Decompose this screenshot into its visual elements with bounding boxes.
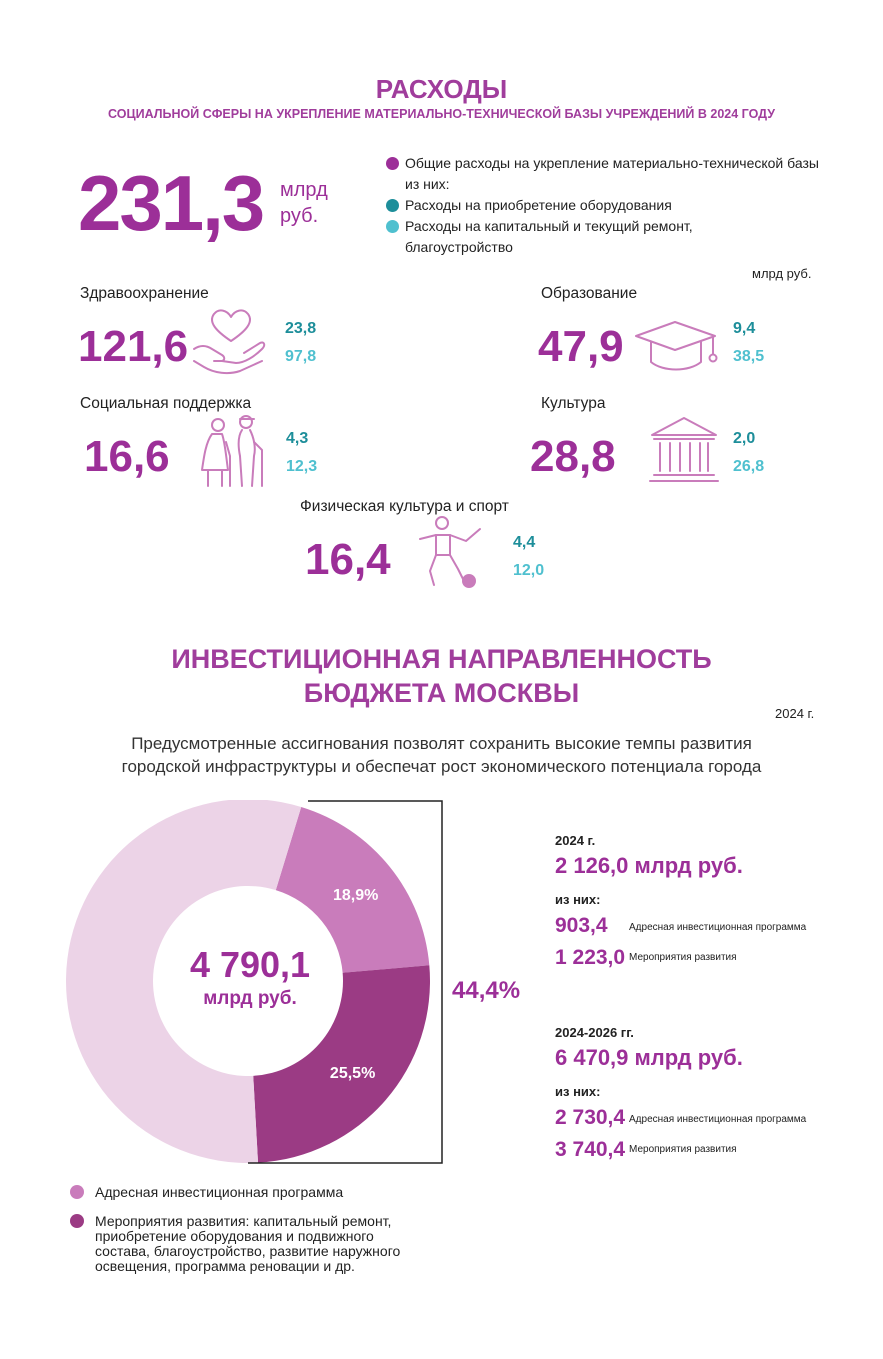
block-2024-dev-label: Мероприятия развития: [629, 952, 737, 963]
legend-repair-label: [405, 216, 693, 258]
legend-repair-line2: благоустройство: [405, 239, 513, 255]
legend-item-repair: [386, 216, 819, 258]
social-support-total: 16,6: [84, 432, 170, 481]
sport-repair: 12,0: [513, 562, 545, 579]
healthcare-label: Здравоохранение: [80, 285, 209, 302]
total-unit-line2: руб.: [280, 205, 319, 227]
total-unit-line1: млрд: [280, 179, 328, 201]
total-value: 231,3: [78, 159, 264, 247]
legend-of-which: из них:: [405, 176, 450, 192]
expense-legend: [386, 153, 819, 258]
legend-repair-line1: Расходы на капитальный и текущий ремонт,: [405, 218, 693, 234]
elderly-couple-icon: [198, 412, 270, 490]
legend-dev-label: [95, 1214, 400, 1274]
block-2024-2026-dev-label: Мероприятия развития: [629, 1144, 737, 1155]
graduation-cap-icon: [633, 318, 719, 374]
education-label: Образование: [541, 285, 638, 302]
donut-label-dev: 25,5%: [329, 1064, 376, 1082]
page-subtitle: СОЦИАЛЬНОЙ СФЕРЫ НА УКРЕПЛЕНИЕ МАТЕРИАЛЬНО-ТЕХНИЧЕСКОЙ БАЗЫ УЧРЕЖДЕНИЙ В 2024 ГОДУ: [108, 107, 775, 121]
social-support-equipment: 4,3: [286, 430, 309, 447]
legend-item-dev: [70, 1214, 400, 1274]
culture-equipment: 2,0: [733, 430, 756, 447]
block-2024-2026-aip-label: Адресная инвестиционная программа: [629, 1114, 807, 1125]
culture-label: Культура: [541, 395, 606, 412]
legend-dev-line1: Мероприятия развития: капитальный ремонт,: [95, 1213, 392, 1229]
block-2024-dev-value: 1 223,0: [555, 946, 626, 969]
donut-center-unit: млрд руб.: [203, 988, 297, 1009]
sport-total: 16,4: [305, 535, 391, 584]
legend-dot-dev: [70, 1214, 84, 1228]
legend-dev-line3: состава, благоустройство, развитие наружного: [95, 1243, 401, 1259]
investment-title-line1: ИНВЕСТИЦИОННАЯ НАПРАВЛЕННОСТЬ: [171, 644, 712, 674]
block-2024-aip-value: 903,4: [555, 914, 608, 937]
social-support-repair: 12,3: [286, 458, 318, 475]
block-2024-aip-label: Адресная инвестиционная программа: [629, 922, 807, 933]
education-total: 47,9: [538, 322, 624, 371]
healthcare-repair: 97,8: [285, 348, 317, 365]
museum-icon: [648, 415, 720, 485]
healthcare-total: 121,6: [78, 322, 189, 371]
sport-equipment: 4,4: [513, 534, 536, 551]
education-equipment: 9,4: [733, 320, 756, 337]
legend-item-total: [386, 153, 819, 174]
athlete-ball-icon: [412, 515, 490, 591]
block-2024-2026-dev-value: 3 740,4: [555, 1138, 626, 1161]
healthcare-equipment: 23,8: [285, 320, 317, 337]
block-2024-of-which: из них:: [555, 892, 601, 907]
donut-center-value: 4 790,1: [189, 944, 311, 985]
investment-title-line2: БЮДЖЕТА МОСКВЫ: [303, 678, 580, 708]
culture-total: 28,8: [530, 432, 616, 481]
legend-dot-repair: [386, 220, 399, 233]
investment-year-label: 2024 г.: [775, 706, 815, 721]
investment-intro-line1: Предусмотренные ассигнования позволят сохранить высокие темпы развития: [131, 734, 752, 753]
investment-intro: [0, 732, 883, 778]
legend-aip-label: Адресная инвестиционная программа: [95, 1184, 344, 1200]
legend-dot-aip: [70, 1185, 84, 1199]
block-2024-year: 2024 г.: [555, 833, 596, 848]
legend-item-aip: [70, 1185, 343, 1200]
block-2024-2026-aip-value: 2 730,4: [555, 1106, 626, 1129]
page-title: РАСХОДЫ: [375, 74, 508, 104]
block-2024-total: 2 126,0 млрд руб.: [555, 853, 743, 878]
unit-note: млрд руб.: [752, 266, 812, 281]
culture-repair: 26,8: [733, 458, 765, 475]
donut-label-aip: 18,9%: [332, 886, 379, 904]
block-2024-2026-of-which: из них:: [555, 1084, 601, 1099]
investment-title: [0, 642, 883, 710]
block-2024-2026-total: 6 470,9 млрд руб.: [555, 1045, 743, 1070]
total-unit: [280, 177, 328, 229]
block-2024-2026-year: 2024-2026 гг.: [555, 1025, 634, 1040]
sport-label: Физическая культура и спорт: [300, 498, 509, 515]
heart-hand-icon: [192, 305, 270, 377]
investment-intro-line2: городской инфраструктуры и обеспечат рост экономического потенциала города: [121, 757, 762, 776]
legend-dev-line4: освещения, программа реновации и др.: [95, 1258, 355, 1274]
legend-equipment-label: Расходы на приобретение оборудования: [405, 197, 672, 213]
bracket-percent-label: 44,4%: [452, 977, 521, 1004]
legend-dot-total: [386, 157, 399, 170]
education-repair: 38,5: [733, 348, 765, 365]
legend-dev-line2: приобретение оборудования и подвижного: [95, 1228, 374, 1244]
legend-total-label: Общие расходы на укрепление материально-технической базы: [405, 155, 819, 171]
legend-dot-equipment: [386, 199, 399, 212]
social-support-label: Социальная поддержка: [80, 395, 252, 412]
legend-item-equipment: [386, 195, 819, 216]
